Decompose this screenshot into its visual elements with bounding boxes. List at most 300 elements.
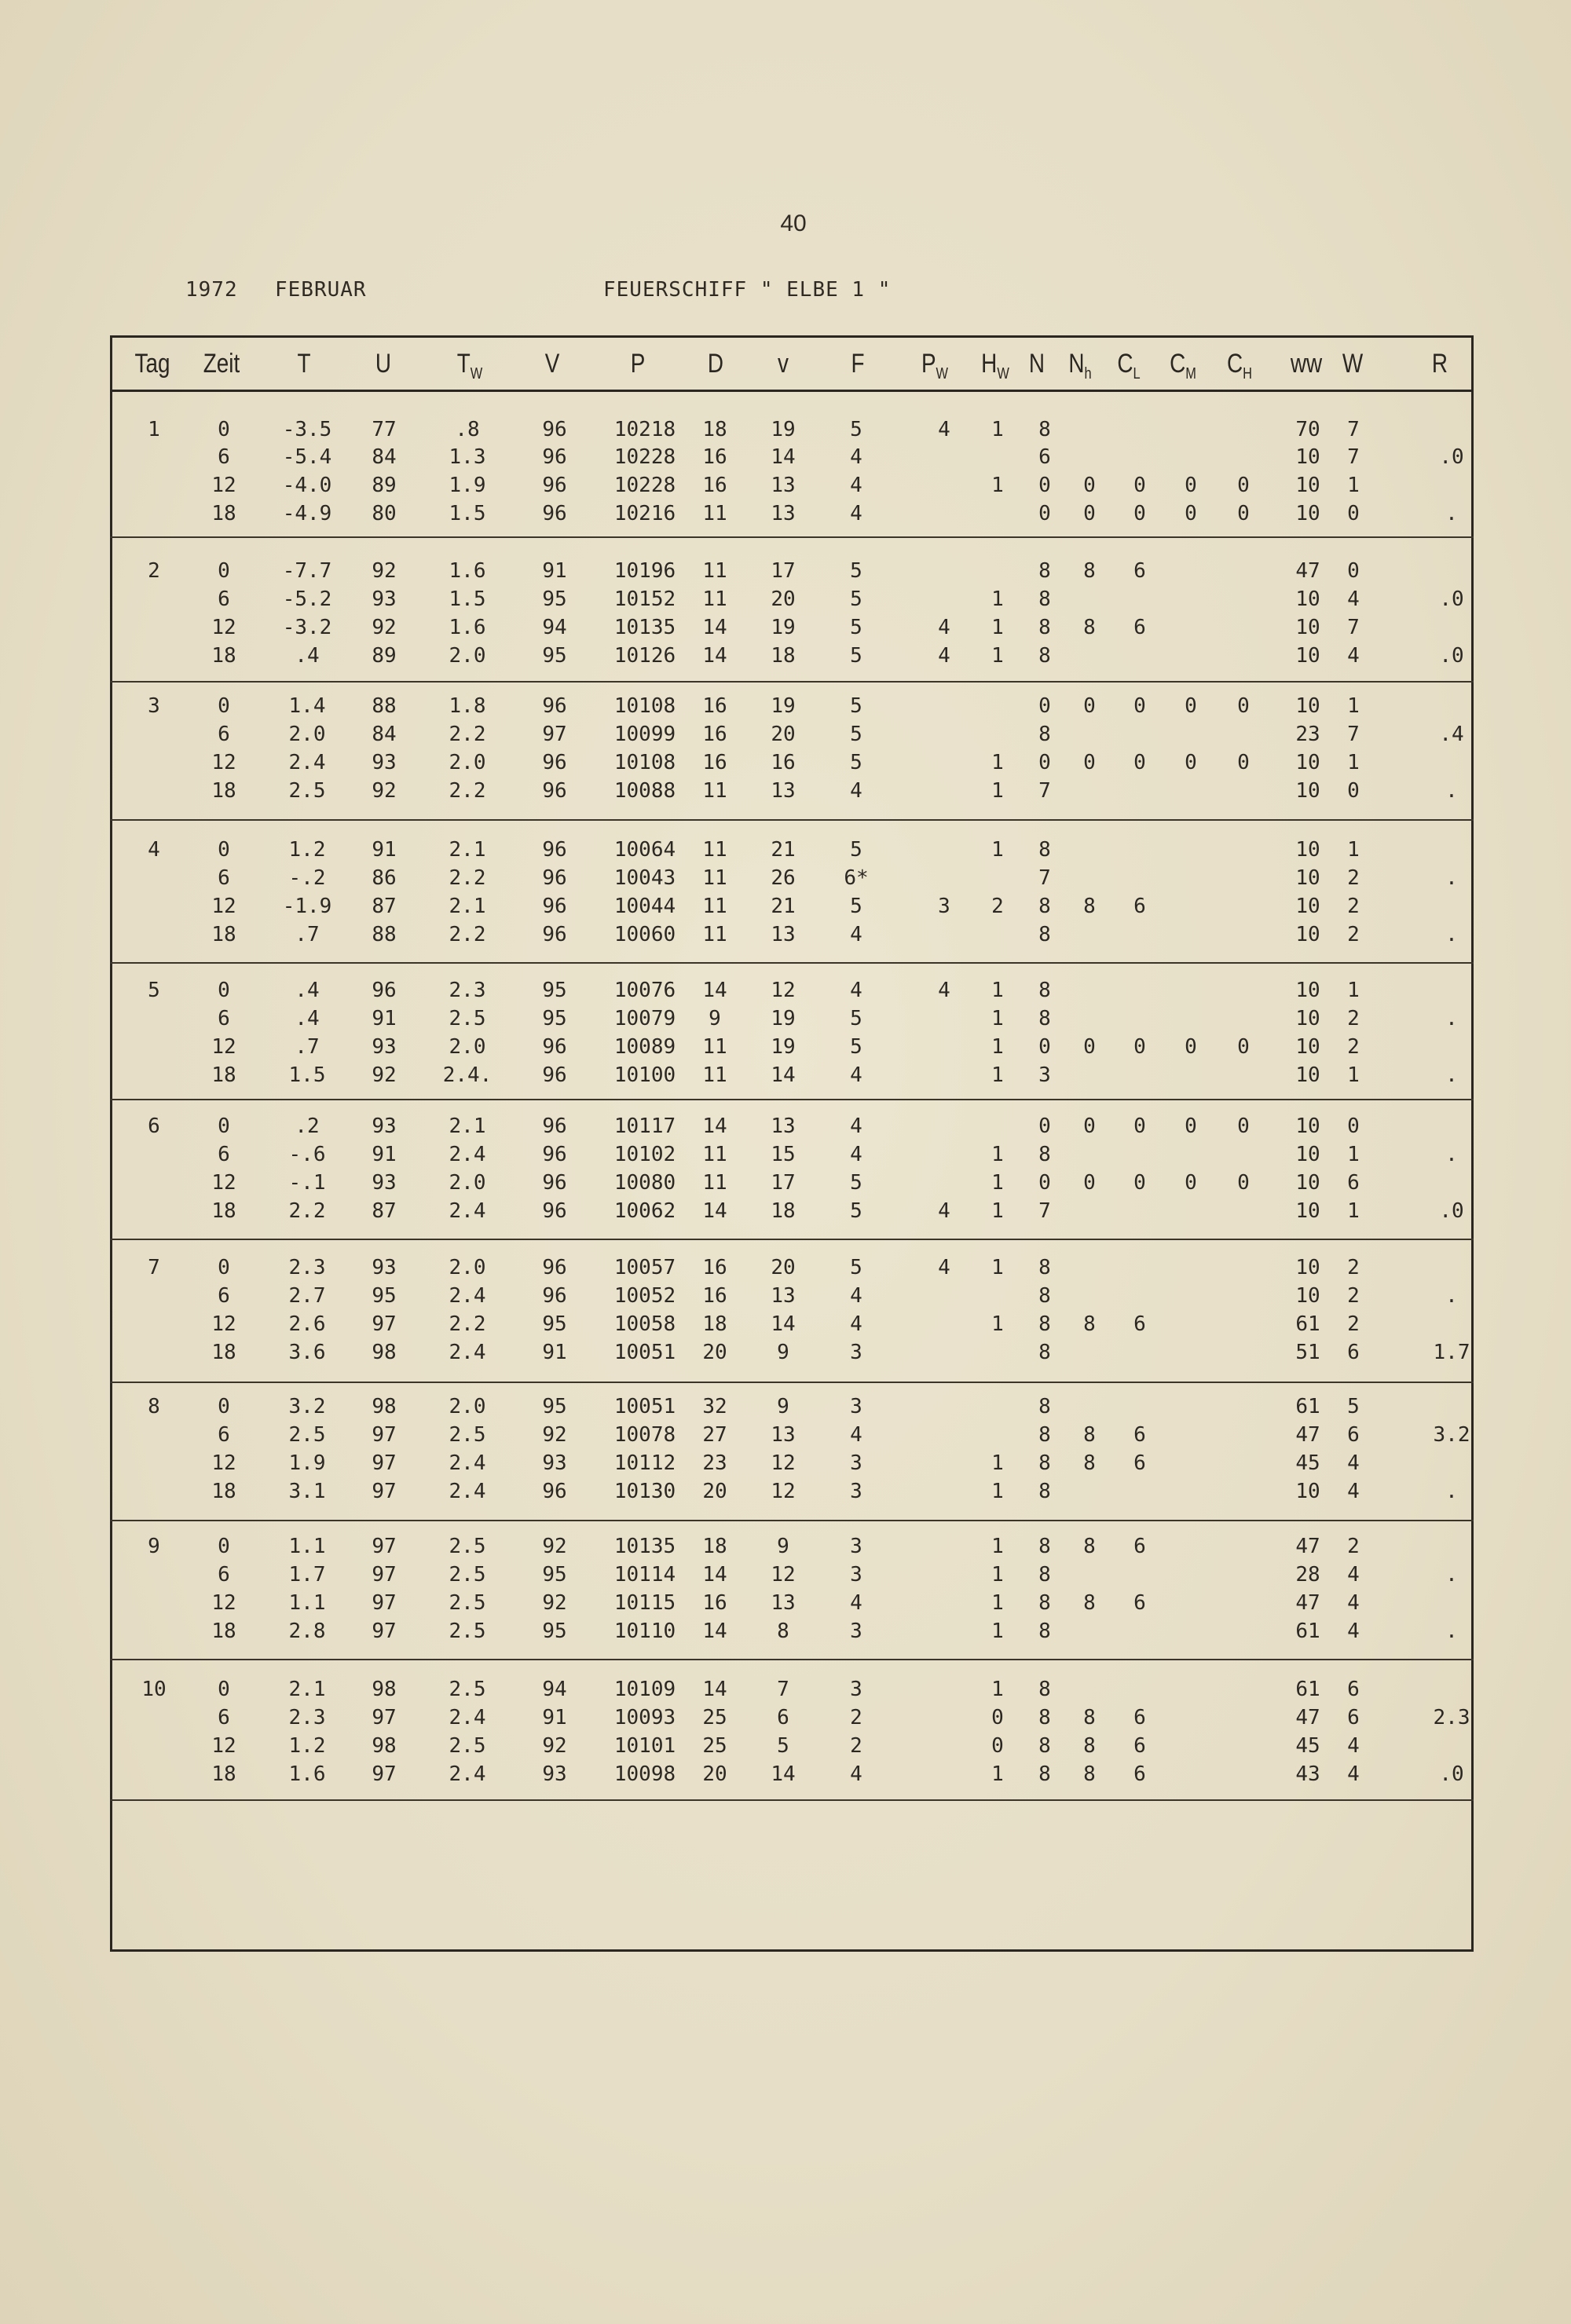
cell-v: 96 <box>542 923 567 946</box>
cell-r: 1.7 <box>1433 1341 1470 1364</box>
cell-tw: 2.5 <box>449 1563 486 1587</box>
cell-u: 97 <box>372 1762 397 1786</box>
cell-zeit: 6 <box>218 1007 230 1030</box>
cell-n: 8 <box>1038 923 1051 946</box>
cell-nh: 0 <box>1083 694 1096 718</box>
cell-v: 96 <box>542 1284 567 1308</box>
column-header-subscript: W <box>997 364 1009 382</box>
cell-f: 5 <box>850 644 862 668</box>
cell-n: 6 <box>1038 445 1051 469</box>
column-header-label: v <box>778 349 789 379</box>
column-header-label: N <box>1028 349 1046 379</box>
cell-t: 2.5 <box>288 1423 326 1447</box>
cell-pw: 4 <box>938 1256 950 1279</box>
cell-w: 0 <box>1347 1114 1360 1138</box>
cell-p: 10216 <box>613 502 676 525</box>
cell-d: 16 <box>702 1256 727 1279</box>
cell-ch: 0 <box>1237 751 1250 774</box>
cell-d: 25 <box>702 1706 727 1729</box>
cell-p: 10115 <box>613 1591 676 1615</box>
cell-vv: 13 <box>771 474 796 497</box>
cell-n: 8 <box>1038 1451 1051 1475</box>
header-month: FEBRUAR <box>275 278 367 302</box>
cell-w: 6 <box>1347 1423 1360 1447</box>
cell-n: 7 <box>1038 1199 1051 1223</box>
cell-w: 6 <box>1347 1171 1360 1195</box>
cell-f: 3 <box>850 1480 862 1503</box>
cell-ww: 47 <box>1295 1591 1320 1615</box>
cell-t: 2.1 <box>288 1678 326 1701</box>
cell-w: 7 <box>1347 616 1360 639</box>
cell-vv: 12 <box>771 1563 796 1587</box>
cell-n: 0 <box>1038 474 1051 497</box>
cell-d: 14 <box>702 1199 727 1223</box>
cell-w: 1 <box>1347 838 1360 862</box>
cell-n: 8 <box>1038 979 1051 1002</box>
column-header-hw <box>976 349 1014 383</box>
cell-zeit: 18 <box>211 1341 236 1364</box>
column-header-subscript: h <box>1084 364 1092 382</box>
cell-u: 96 <box>372 979 397 1002</box>
cell-pw: 4 <box>938 644 950 668</box>
cell-zeit: 18 <box>211 779 236 803</box>
cell-zeit: 0 <box>218 559 230 583</box>
cell-tw: 2.5 <box>449 1619 486 1643</box>
cell-n: 8 <box>1038 1535 1051 1558</box>
cell-d: 32 <box>702 1395 727 1418</box>
cell-tw: 2.2 <box>449 779 486 803</box>
cell-n: 8 <box>1038 895 1051 918</box>
cell-ww: 10 <box>1295 979 1320 1002</box>
cell-d: 14 <box>702 644 727 668</box>
cell-hw: 1 <box>991 751 1004 774</box>
cell-p: 10218 <box>613 418 676 441</box>
cell-vv: 14 <box>771 445 796 469</box>
cell-v: 91 <box>542 1341 567 1364</box>
day-separator <box>110 1659 1474 1660</box>
cell-ww: 10 <box>1295 866 1320 890</box>
cell-r: . <box>1445 866 1458 890</box>
column-header-v <box>533 349 571 379</box>
cell-p: 10057 <box>613 1256 676 1279</box>
column-header-tw <box>450 349 489 383</box>
day-number: 5 <box>148 979 160 1002</box>
cell-cl: 6 <box>1133 1451 1146 1475</box>
cell-p: 10117 <box>613 1114 676 1138</box>
cell-tw: 2.0 <box>449 644 486 668</box>
cell-t: 1.2 <box>288 1734 326 1758</box>
cell-cl: 6 <box>1133 1423 1146 1447</box>
cell-w: 6 <box>1347 1678 1360 1701</box>
cell-v: 95 <box>542 1395 567 1418</box>
day-number: 7 <box>148 1256 160 1279</box>
cell-t: -4.9 <box>282 502 332 525</box>
cell-r: . <box>1445 1063 1458 1087</box>
cell-w: 4 <box>1347 1619 1360 1643</box>
cell-tw: 2.2 <box>449 723 486 746</box>
column-header-label: Zeit <box>203 349 240 379</box>
cell-p: 10052 <box>613 1284 676 1308</box>
cell-p: 10062 <box>613 1199 676 1223</box>
day-number: 4 <box>148 838 160 862</box>
cell-pw: 4 <box>938 616 950 639</box>
cell-n: 0 <box>1038 694 1051 718</box>
cell-zeit: 12 <box>211 1734 236 1758</box>
cell-f: 3 <box>850 1619 862 1643</box>
cell-u: 84 <box>372 723 397 746</box>
cell-v: 95 <box>542 644 567 668</box>
cell-f: 4 <box>850 923 862 946</box>
cell-w: 7 <box>1347 445 1360 469</box>
cell-zeit: 0 <box>218 1256 230 1279</box>
cell-zeit: 18 <box>211 644 236 668</box>
cell-hw: 2 <box>991 895 1004 918</box>
cell-zeit: 12 <box>211 1591 236 1615</box>
cell-pw: 4 <box>938 1199 950 1223</box>
cell-d: 16 <box>702 1591 727 1615</box>
cell-n: 8 <box>1038 723 1051 746</box>
cell-vv: 18 <box>771 644 796 668</box>
cell-r: .0 <box>1439 445 1464 469</box>
column-header-d <box>696 349 734 379</box>
cell-w: 4 <box>1347 587 1360 611</box>
cell-p: 10098 <box>613 1762 676 1786</box>
cell-w: 2 <box>1347 1535 1360 1558</box>
cell-ww: 10 <box>1295 1007 1320 1030</box>
cell-vv: 6 <box>777 1706 789 1729</box>
cell-d: 11 <box>702 1035 727 1059</box>
cell-ch: 0 <box>1237 1035 1250 1059</box>
cell-n: 8 <box>1038 1762 1051 1786</box>
cell-tw: 2.5 <box>449 1423 486 1447</box>
header-divider <box>110 390 1474 392</box>
column-header-label: H <box>981 349 998 379</box>
cell-v: 96 <box>542 866 567 890</box>
header-year: 1972 <box>185 278 238 302</box>
cell-ww: 51 <box>1295 1341 1320 1364</box>
cell-t: 1.4 <box>288 694 326 718</box>
cell-vv: 20 <box>771 587 796 611</box>
cell-r: . <box>1445 502 1458 525</box>
cell-cl: 0 <box>1133 694 1146 718</box>
cell-w: 7 <box>1347 723 1360 746</box>
cell-ww: 10 <box>1295 1171 1320 1195</box>
cell-hw: 1 <box>991 838 1004 862</box>
cell-hw: 1 <box>991 1535 1004 1558</box>
cell-tw: 2.5 <box>449 1734 486 1758</box>
cell-d: 23 <box>702 1451 727 1475</box>
cell-f: 4 <box>850 445 862 469</box>
cell-n: 8 <box>1038 1734 1051 1758</box>
column-header-label: P <box>630 349 646 379</box>
cell-p: 10093 <box>613 1706 676 1729</box>
column-header-vv <box>764 349 802 379</box>
column-header-cm <box>1163 349 1202 383</box>
cell-p: 10112 <box>613 1451 676 1475</box>
cell-w: 4 <box>1347 1591 1360 1615</box>
cell-f: 3 <box>850 1451 862 1475</box>
cell-tw: 1.6 <box>449 559 486 583</box>
column-header-u <box>364 349 402 379</box>
cell-vv: 9 <box>777 1341 789 1364</box>
cell-zeit: 6 <box>218 866 230 890</box>
column-header-nh <box>1060 349 1099 383</box>
cell-f: 4 <box>850 779 862 803</box>
cell-f: 5 <box>850 751 862 774</box>
cell-vv: 26 <box>771 866 796 890</box>
cell-f: 4 <box>850 1312 862 1336</box>
cell-p: 10100 <box>613 1063 676 1087</box>
cell-u: 92 <box>372 1063 397 1087</box>
day-separator <box>110 1239 1474 1240</box>
cell-p: 10228 <box>613 474 676 497</box>
cell-n: 8 <box>1038 587 1051 611</box>
cell-ch: 0 <box>1237 502 1250 525</box>
cell-p: 10060 <box>613 923 676 946</box>
day-separator <box>110 819 1474 821</box>
cell-ww: 10 <box>1295 474 1320 497</box>
cell-hw: 1 <box>991 779 1004 803</box>
cell-p: 10051 <box>613 1341 676 1364</box>
cell-vv: 21 <box>771 895 796 918</box>
cell-p: 10130 <box>613 1480 676 1503</box>
day-separator <box>110 1520 1474 1521</box>
cell-zeit: 12 <box>211 616 236 639</box>
cell-nh: 8 <box>1083 1734 1096 1758</box>
cell-v: 94 <box>542 616 567 639</box>
cell-ww: 61 <box>1295 1395 1320 1418</box>
cell-hw: 1 <box>991 1035 1004 1059</box>
cell-w: 4 <box>1347 1734 1360 1758</box>
page-number: 40 <box>780 210 807 236</box>
cell-t: -1.9 <box>282 895 332 918</box>
cell-vv: 17 <box>771 1171 796 1195</box>
cell-r: .0 <box>1439 644 1464 668</box>
cell-d: 16 <box>702 474 727 497</box>
cell-w: 0 <box>1347 502 1360 525</box>
cell-tw: 2.4 <box>449 1480 486 1503</box>
cell-ww: 10 <box>1295 1063 1320 1087</box>
cell-zeit: 6 <box>218 587 230 611</box>
day-separator <box>110 536 1474 538</box>
cell-p: 10114 <box>613 1563 676 1587</box>
cell-r: . <box>1445 1619 1458 1643</box>
cell-t: -.2 <box>288 866 326 890</box>
cell-n: 3 <box>1038 1063 1051 1087</box>
column-header-subscript: W <box>936 364 949 382</box>
column-header-label: C <box>1226 349 1243 379</box>
day-number: 2 <box>148 559 160 583</box>
cell-v: 96 <box>542 1480 567 1503</box>
cell-w: 4 <box>1347 1480 1360 1503</box>
cell-p: 10109 <box>613 1678 676 1701</box>
cell-n: 8 <box>1038 418 1051 441</box>
cell-cl: 6 <box>1133 1535 1146 1558</box>
cell-vv: 13 <box>771 502 796 525</box>
cell-d: 16 <box>702 751 727 774</box>
cell-v: 92 <box>542 1734 567 1758</box>
day-number: 1 <box>148 418 160 441</box>
cell-d: 20 <box>702 1341 727 1364</box>
cell-zeit: 0 <box>218 1114 230 1138</box>
cell-n: 8 <box>1038 1341 1051 1364</box>
cell-d: 14 <box>702 1678 727 1701</box>
cell-ww: 61 <box>1295 1312 1320 1336</box>
cell-zeit: 18 <box>211 1480 236 1503</box>
cell-u: 97 <box>372 1563 397 1587</box>
cell-w: 4 <box>1347 644 1360 668</box>
cell-hw: 1 <box>991 1063 1004 1087</box>
cell-f: 6* <box>844 866 869 890</box>
cell-cl: 0 <box>1133 1171 1146 1195</box>
cell-vv: 13 <box>771 1591 796 1615</box>
cell-zeit: 0 <box>218 979 230 1002</box>
cell-t: 2.4 <box>288 751 326 774</box>
column-header-subscript: H <box>1243 364 1252 382</box>
cell-t: 1.1 <box>288 1535 326 1558</box>
cell-vv: 20 <box>771 723 796 746</box>
cell-nh: 8 <box>1083 895 1096 918</box>
cell-nh: 8 <box>1083 616 1096 639</box>
column-header-label: V <box>544 349 560 379</box>
cell-cl: 0 <box>1133 502 1146 525</box>
cell-ww: 47 <box>1295 1535 1320 1558</box>
cell-tw: 2.4 <box>449 1451 486 1475</box>
cell-d: 11 <box>702 895 727 918</box>
cell-d: 20 <box>702 1480 727 1503</box>
cell-w: 5 <box>1347 1395 1360 1418</box>
cell-nh: 0 <box>1083 474 1096 497</box>
cell-w: 1 <box>1347 1063 1360 1087</box>
cell-vv: 12 <box>771 1451 796 1475</box>
day-separator <box>110 1099 1474 1100</box>
cell-vv: 14 <box>771 1063 796 1087</box>
cell-u: 92 <box>372 779 397 803</box>
cell-hw: 1 <box>991 1451 1004 1475</box>
cell-ww: 61 <box>1295 1678 1320 1701</box>
cell-ww: 10 <box>1295 751 1320 774</box>
cell-tw: 2.5 <box>449 1007 486 1030</box>
cell-v: 96 <box>542 1063 567 1087</box>
cell-tw: 1.8 <box>449 694 486 718</box>
cell-u: 93 <box>372 587 397 611</box>
column-header-tag <box>133 349 171 379</box>
cell-r: . <box>1445 1480 1458 1503</box>
cell-nh: 0 <box>1083 502 1096 525</box>
day-number: 10 <box>141 1678 167 1701</box>
cell-d: 14 <box>702 1114 727 1138</box>
cell-t: 2.7 <box>288 1284 326 1308</box>
cell-f: 5 <box>850 838 862 862</box>
cell-ww: 10 <box>1295 502 1320 525</box>
cell-cl: 0 <box>1133 474 1146 497</box>
cell-v: 96 <box>542 474 567 497</box>
cell-n: 8 <box>1038 1591 1051 1615</box>
cell-v: 96 <box>542 751 567 774</box>
cell-hw: 1 <box>991 1678 1004 1701</box>
day-separator <box>110 962 1474 964</box>
cell-p: 10108 <box>613 751 676 774</box>
cell-hw: 1 <box>991 418 1004 441</box>
cell-t: -7.7 <box>282 559 332 583</box>
cell-d: 11 <box>702 866 727 890</box>
cell-hw: 0 <box>991 1706 1004 1729</box>
cell-w: 0 <box>1347 559 1360 583</box>
cell-p: 10228 <box>613 445 676 469</box>
cell-t: -3.2 <box>282 616 332 639</box>
cell-d: 11 <box>702 779 727 803</box>
cell-hw: 1 <box>991 474 1004 497</box>
cell-ww: 10 <box>1295 694 1320 718</box>
cell-nh: 0 <box>1083 1035 1096 1059</box>
cell-w: 2 <box>1347 1256 1360 1279</box>
cell-ch: 0 <box>1237 1171 1250 1195</box>
cell-ch: 0 <box>1237 694 1250 718</box>
cell-w: 1 <box>1347 751 1360 774</box>
cell-f: 5 <box>850 1256 862 1279</box>
cell-r: .4 <box>1439 723 1464 746</box>
cell-ww: 10 <box>1295 895 1320 918</box>
cell-r: . <box>1445 1007 1458 1030</box>
cell-zeit: 18 <box>211 1063 236 1087</box>
cell-w: 1 <box>1347 979 1360 1002</box>
cell-u: 91 <box>372 1143 397 1166</box>
cell-d: 18 <box>702 1312 727 1336</box>
cell-cm: 0 <box>1185 474 1197 497</box>
cell-f: 5 <box>850 418 862 441</box>
cell-zeit: 12 <box>211 1312 236 1336</box>
cell-cl: 0 <box>1133 1035 1146 1059</box>
cell-t: -5.2 <box>282 587 332 611</box>
cell-nh: 8 <box>1083 1706 1096 1729</box>
cell-u: 98 <box>372 1395 397 1418</box>
cell-w: 1 <box>1347 1199 1360 1223</box>
cell-zeit: 6 <box>218 723 230 746</box>
cell-hw: 0 <box>991 1734 1004 1758</box>
cell-t: .4 <box>295 644 320 668</box>
cell-t: 1.5 <box>288 1063 326 1087</box>
cell-v: 96 <box>542 1143 567 1166</box>
cell-vv: 5 <box>777 1734 789 1758</box>
cell-p: 10088 <box>613 779 676 803</box>
cell-n: 8 <box>1038 559 1051 583</box>
cell-vv: 12 <box>771 979 796 1002</box>
cell-t: .4 <box>295 1007 320 1030</box>
cell-v: 96 <box>542 418 567 441</box>
cell-d: 9 <box>709 1007 721 1030</box>
cell-f: 4 <box>850 1423 862 1447</box>
cell-tw: 2.4 <box>449 1706 486 1729</box>
cell-d: 11 <box>702 1171 727 1195</box>
cell-ww: 45 <box>1295 1451 1320 1475</box>
cell-zeit: 12 <box>211 1171 236 1195</box>
cell-n: 8 <box>1038 838 1051 862</box>
cell-f: 5 <box>850 895 862 918</box>
cell-f: 4 <box>850 1284 862 1308</box>
cell-ww: 47 <box>1295 1706 1320 1729</box>
cell-zeit: 12 <box>211 1035 236 1059</box>
cell-r: 3.2 <box>1433 1423 1470 1447</box>
cell-d: 16 <box>702 694 727 718</box>
cell-u: 87 <box>372 895 397 918</box>
cell-ch: 0 <box>1237 474 1250 497</box>
cell-nh: 0 <box>1083 1171 1096 1195</box>
cell-n: 8 <box>1038 1678 1051 1701</box>
cell-f: 3 <box>850 1678 862 1701</box>
cell-tw: 1.5 <box>449 502 486 525</box>
cell-t: 2.0 <box>288 723 326 746</box>
cell-ww: 10 <box>1295 1035 1320 1059</box>
